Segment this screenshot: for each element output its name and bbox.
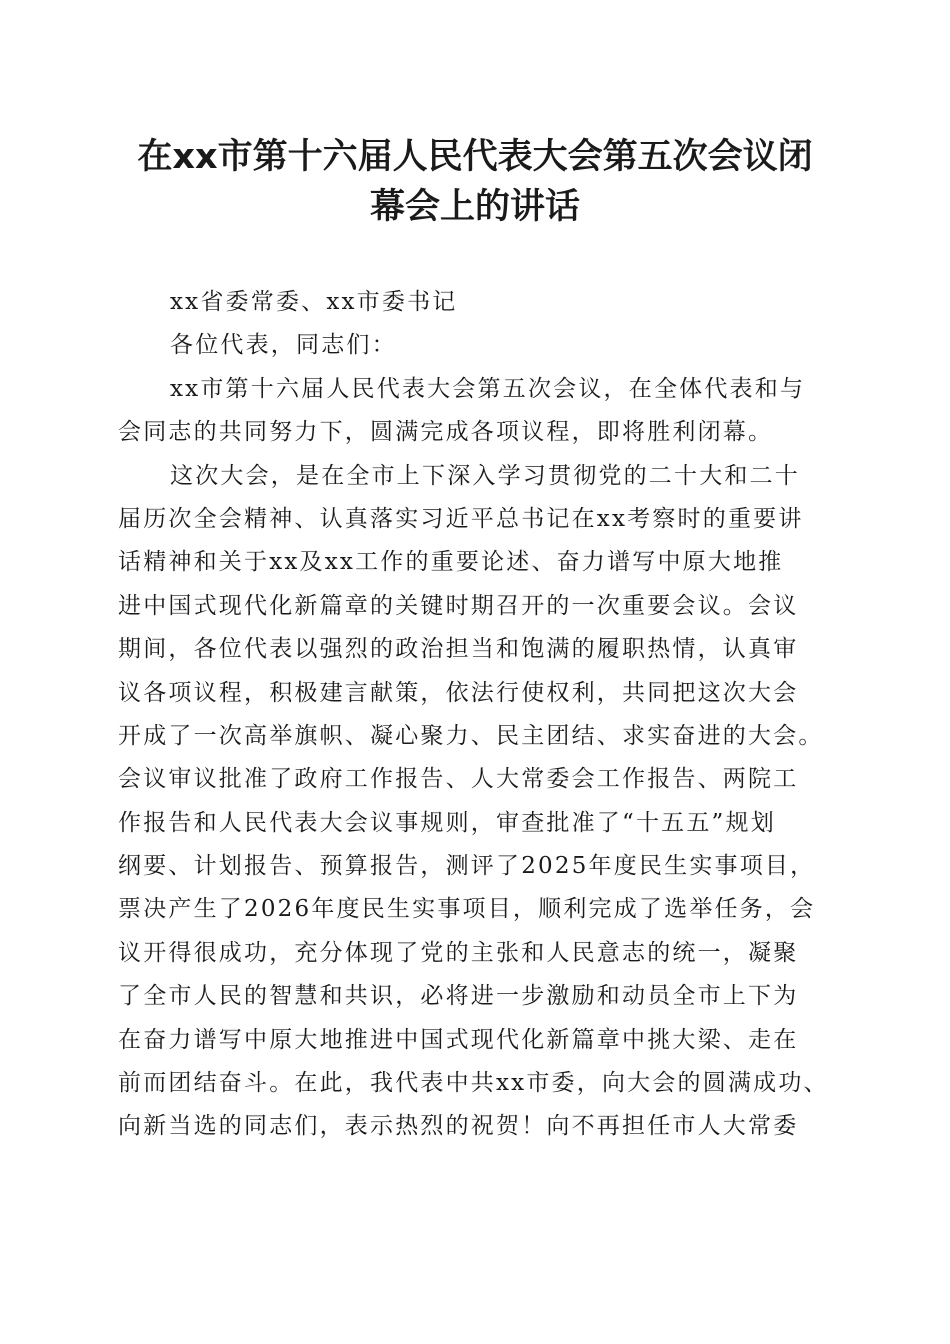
paragraph-1 — [118, 368, 832, 455]
paragraph-2-line: 届历次全会精神、认真落实习近平总书记在xx考察时的重要讲 — [118, 505, 804, 532]
paragraph-2-line: 纲要、计划报告、预算报告，测评了2025年度民生实事项目， — [118, 853, 816, 880]
paragraph-2 — [118, 455, 832, 1149]
paragraph-2-line: 期间，各位代表以强烈的政治担当和饱满的履职热情，认真审 — [118, 636, 799, 663]
paragraph-2-line: 票决产生了2026年度民生实事项目，顺利完成了选举任务，会 — [118, 896, 816, 923]
paragraph-2-line: 进中国式现代化新篇章的关键时期召开的一次重要会议。会议 — [118, 592, 799, 619]
paragraph-1-line: 会同志的共同努力下，圆满完成各项议程，即将胜利闭幕。 — [118, 419, 774, 446]
paragraph-2-line: 前而团结奋斗。在此，我代表中共xx市委，向大会的圆满成功、 — [118, 1070, 829, 1097]
title-line-1: 在xx市第十六届人民代表大会第五次会议闭 — [137, 137, 813, 177]
title-line-2: 幕会上的讲话 — [369, 187, 580, 227]
author-line: xx省委常委、xx市委书记 — [170, 289, 458, 315]
paragraph-2-line: 在奋力谱写中原大地推进中国式现代化新篇章中挑大梁、走在 — [118, 1026, 799, 1053]
paragraph-2-line: 议开得很成功，充分体现了党的主张和人民意志的统一，凝聚 — [118, 939, 799, 966]
document-title — [118, 132, 832, 232]
greeting-line: 各位代表，同志们： — [170, 332, 397, 359]
paragraph-2-line: 会议审议批准了政府工作报告、人大常委会工作报告、两院工 — [118, 766, 799, 793]
paragraph-2-line: 这次大会，是在全市上下深入学习贯彻党的二十大和二十 — [170, 462, 800, 489]
paragraph-2-line: 向新当选的同志们，表示热烈的祝贺！向不再担任市人大常委 — [118, 1113, 799, 1140]
paragraph-2-line: 话精神和关于xx及xx工作的重要论述、奋力谱写中原大地推 — [118, 549, 784, 576]
paragraph-2-line: 作报告和人民代表大会议事规则，审查批准了“十五五”规划 — [118, 809, 776, 836]
paragraph-2-line: 议各项议程，积极建言献策，依法行使权利，共同把这次大会 — [118, 679, 799, 706]
document-body — [118, 281, 832, 1149]
paragraph-1-line: xx市第十六届人民代表大会第五次会议，在全体代表和与 — [170, 375, 806, 402]
paragraph-2-line: 开成了一次高举旗帜、凝心聚力、民主团结、求实奋进的大会。 — [118, 722, 824, 749]
paragraph-2-line: 了全市人民的智慧和共识，必将进一步激励和动员全市上下为 — [118, 983, 799, 1010]
